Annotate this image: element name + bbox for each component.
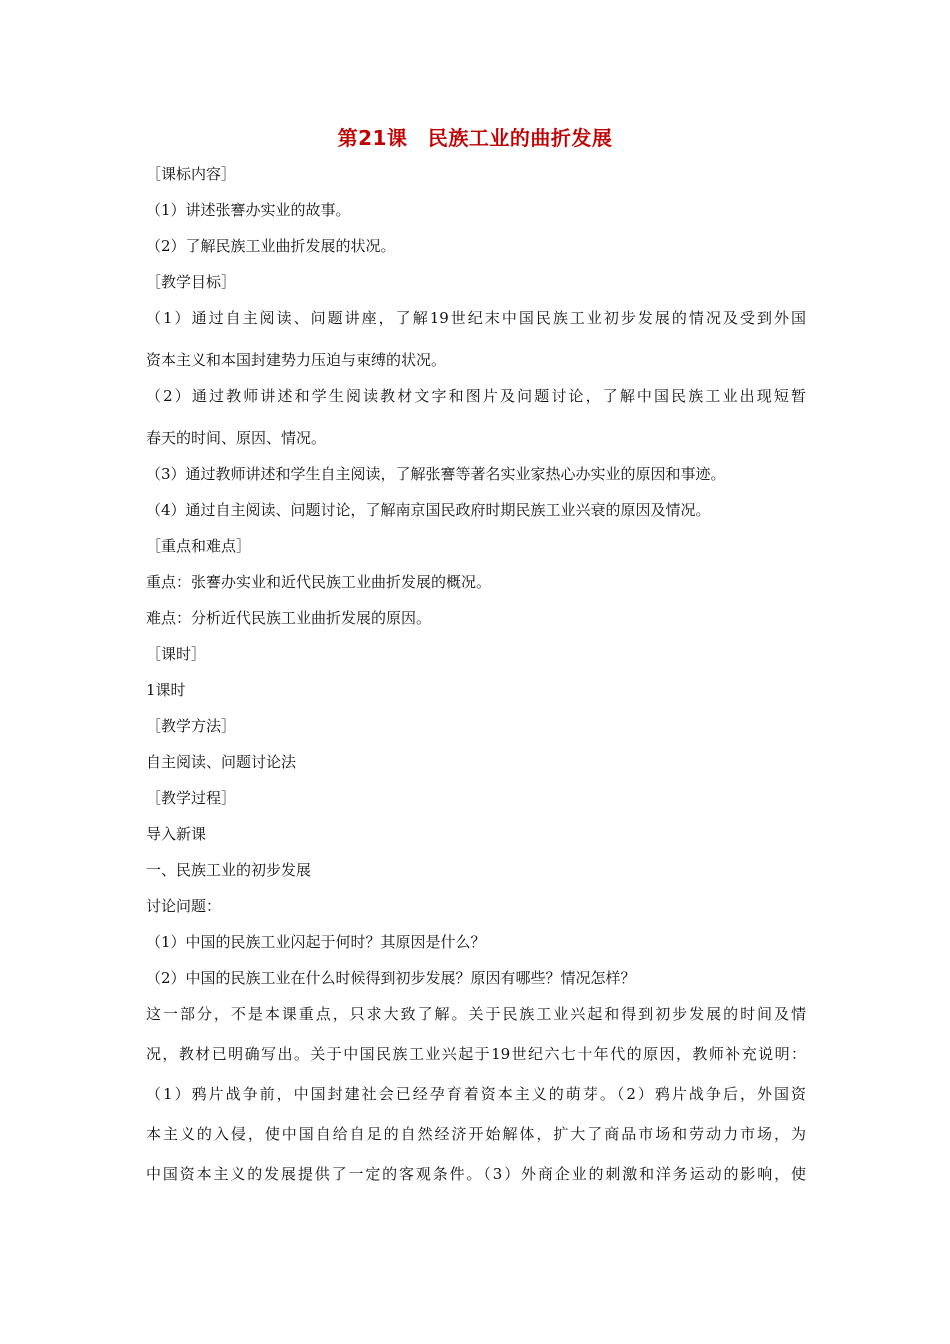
discussion-question-2: （2）中国的民族工业在什么时候得到初步发展？原因有哪些？情况怎样？: [146, 969, 636, 987]
objective-1-line-2: 资本主义和本国封建势力压迫与束缚的状况。: [146, 351, 447, 369]
difficult-point: 难点：分析近代民族工业曲折发展的原因。: [146, 609, 432, 627]
section-heading-methods: ［教学方法］: [146, 717, 237, 735]
objective-2-line-2: 春天的时间、原因、情况。: [146, 429, 327, 447]
objective-2-line-1: （2）通过教师讲述和学生阅读教材文字和图片及问题讨论，了解中国民族工业出现短暂: [146, 387, 806, 405]
section-heading-class-hours: ［课时］: [146, 645, 207, 663]
section-heading-curriculum: ［课标内容］: [146, 165, 237, 183]
discussion-question-1: （1）中国的民族工业闪起于何时？其原因是什么？: [146, 933, 486, 951]
paragraph-line-2: 况，教材已明确写出。关于中国民族工业兴起于19世纪六七十年代的原因，教师补充说明：: [146, 1045, 806, 1063]
paragraph-line-1: 这一部分，不是本课重点，只求大致了解。关于民族工业兴起和得到初步发展的时间及情: [146, 1005, 806, 1023]
objective-1-line-1: （1）通过自主阅读、问题讲座，了解19世纪末中国民族工业初步发展的情况及受到外国: [146, 309, 806, 327]
paragraph-line-4: 本主义的入侵，使中国自给自足的自然经济开始解体，扩大了商品市场和劳动力市场，为: [146, 1125, 806, 1143]
methods-value: 自主阅读、问题讨论法: [146, 753, 297, 771]
discussion-label: 讨论问题：: [146, 897, 222, 915]
intro-new-lesson: 导入新课: [146, 825, 207, 843]
paragraph-line-3: （1）鸦片战争前，中国封建社会已经孕育着资本主义的萌芽。（2）鸦片战争后，外国资: [146, 1085, 806, 1103]
objective-3: （3）通过教师讲述和学生自主阅读，了解张謇等著名实业家热心办实业的原因和事迹。: [146, 465, 726, 483]
objective-4: （4）通过自主阅读、问题讨论，了解南京国民政府时期民族工业兴衰的原因及情况。: [146, 501, 711, 519]
key-point: 重点：张謇办实业和近代民族工业曲折发展的概况。: [146, 573, 492, 591]
curriculum-item-2: （2）了解民族工业曲折发展的状况。: [146, 237, 396, 255]
curriculum-item-1: （1）讲述张謇办实业的故事。: [146, 201, 351, 219]
section-heading-objectives: ［教学目标］: [146, 273, 237, 291]
section-heading-process: ［教学过程］: [146, 789, 237, 807]
page-title: 第21课 民族工业的曲折发展: [337, 126, 613, 150]
part-one-heading: 一、民族工业的初步发展: [146, 861, 312, 879]
paragraph-line-5: 中国资本主义的发展提供了一定的客观条件。（3）外商企业的刺激和洋务运动的影响，使: [146, 1165, 806, 1183]
class-hours-value: 1课时: [146, 681, 186, 699]
section-heading-key-points: ［重点和难点］: [146, 537, 252, 555]
